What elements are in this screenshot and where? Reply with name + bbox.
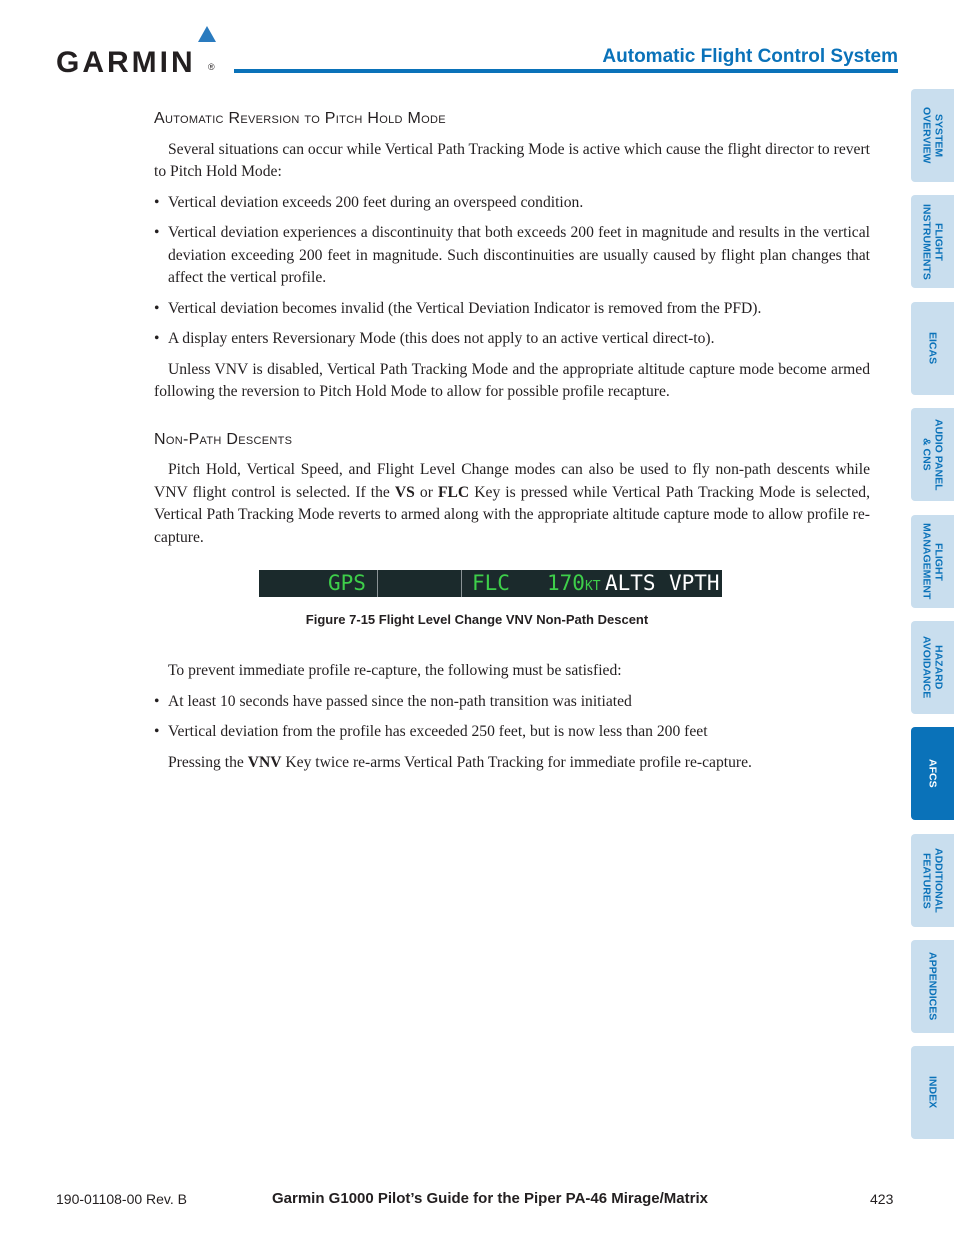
speed-unit: KT (584, 579, 601, 594)
tab-index[interactable]: INDEX (911, 1046, 954, 1139)
footer-doc-number: 190-01108-00 Rev. B (56, 1191, 188, 1207)
afcs-status-bar-figure (259, 570, 722, 597)
tab-additional-features[interactable]: ADDITIONAL FEATURES (911, 834, 954, 927)
key-vs: VS (394, 483, 415, 501)
footer-guide-title: Garmin G1000 Pilot’s Guide for the Piper PA-46 Mirage/Matrix (272, 1190, 708, 1207)
vertical-mode-annunciation: FLC (472, 571, 510, 595)
tab-afcs[interactable]: AFCS (911, 727, 954, 820)
section-header-title: Automatic Flight Control System (602, 46, 898, 67)
header-rule (234, 69, 898, 73)
tab-hazard-avoidance[interactable]: HAZARD AVOIDANCE (911, 621, 954, 714)
heading-non-path-descents: Non-Path Descents (154, 430, 293, 448)
paragraph-reversion-closing: Unless VNV is disabled, Vertical Path Tracking Mode and the appropriate altitude capture mode become armed following the reversion to Pitch Hold Mode to allow for possible profile recapture. (154, 360, 870, 400)
paragraph-recapture-intro: To prevent immediate profile re-capture, the following must be satisfied: (168, 662, 622, 679)
lateral-mode-annunciation: GPS (328, 571, 366, 595)
paragraph-vnv-rearm: Pressing the VNV Key twice re-arms Vertical Path Tracking for immediate profile re-capture. (168, 753, 752, 771)
tab-eicas[interactable]: EICAS (911, 302, 954, 395)
paragraph-non-path: Pitch Hold, Vertical Speed, and Flight Level Change modes can also be used to fly non-path descents while VNV flight control is selected. If the VS or FLC Key is pressed while Vertical Path Tracking Mode is selected, Vertical Path Tracking Mode reverts to armed along with the appropriate altitude capture mode to allow profile re-capture. (154, 461, 870, 546)
garmin-logo (56, 26, 218, 79)
logo-registered-mark: ® (208, 62, 215, 72)
armed-vertical-mode: VPTH (669, 571, 720, 595)
figure-caption: Figure 7-15 Flight Level Change VNV Non-Path Descent (305, 612, 649, 627)
tab-appendices[interactable]: APPENDICES (911, 940, 954, 1033)
main-content-continued (154, 660, 870, 782)
main-content (154, 108, 870, 557)
logo-text: GARMIN (56, 46, 196, 79)
list-item: • Vertical deviation becomes invalid (the Vertical Deviation Indicator is removed from the PFD). (154, 299, 762, 317)
paragraph-reversion-intro: Several situations can occur while Vertical Path Tracking Mode is active which cause the flight director to revert to Pitch Hold Mode: (154, 140, 870, 180)
key-flc: FLC (438, 483, 470, 501)
tab-audio-panel-cns[interactable]: AUDIO PANEL & CNS (911, 408, 954, 501)
footer-page-number: 423 (870, 1191, 894, 1207)
list-item: • Vertical deviation from the profile has exceeded 250 feet, but is now less than 200 feet (154, 723, 708, 740)
list-item: • Vertical deviation exceeds 200 feet during an overspeed condition. (154, 193, 584, 211)
key-vnv: VNV (247, 753, 282, 771)
list-item: • Vertical deviation experiences a discontinuity that both exceeds 200 feet in magnitude and results in the vertical deviation exceeding 200 feet in magnitude. Such discontinuities are usually caused by flight plan changes that affect the vertical profile. (154, 224, 870, 286)
armed-altitude-mode: ALTS (605, 571, 656, 595)
heading-automatic-reversion: Automatic Reversion to Pitch Hold Mode (154, 110, 446, 127)
list-item: • A display enters Reversionary Mode (this does not apply to an active vertical direct-to). (154, 330, 715, 347)
logo-triangle-icon (198, 26, 216, 42)
tab-flight-management[interactable]: FLIGHT MANAGEMENT (911, 515, 954, 608)
list-item: • At least 10 seconds have passed since the non-path transition was initiated (154, 692, 632, 710)
tab-system-overview[interactable]: SYSTEM OVERVIEW (911, 89, 954, 182)
speed-reference: 170KT (547, 571, 601, 595)
tab-flight-instruments[interactable]: FLIGHT INSTRUMENTS (911, 195, 954, 288)
